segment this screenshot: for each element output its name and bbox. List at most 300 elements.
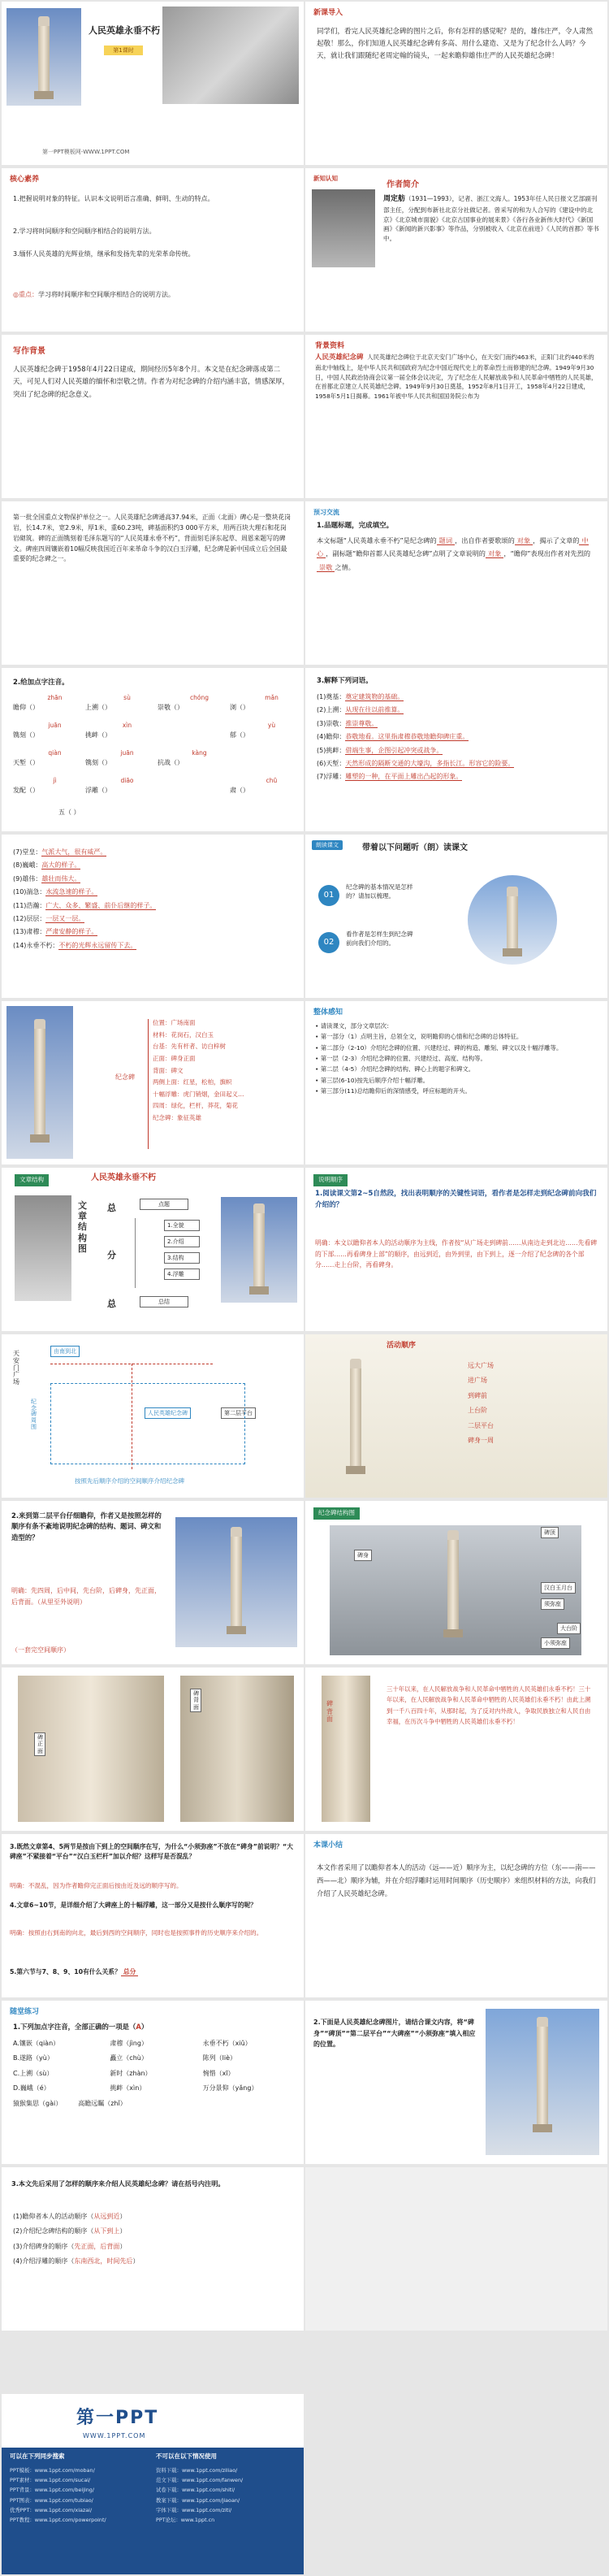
question-2: 2.给加点字注音。 [13,679,69,687]
option-row [13,2051,296,2066]
diagram-vertical-2: 纪念碑周围 [31,1399,37,1430]
label-box: 大台阶 [557,1623,581,1634]
answer-row [13,2240,296,2254]
outline-item: 十幅浮雕：虎门销烟，金田起义… [153,1090,244,1098]
slide-reading [305,835,607,998]
pinyin-row [13,749,297,777]
overall-part: • 第二层（4-5）介绍纪念碑的结构、碑心上的题字和碑文。 [315,1065,475,1073]
link-item: PPT教程：www.1ppt.com/powerpoint/ [10,2516,106,2523]
diagram-title: 纪念碑结构图 [313,1507,360,1520]
answer-text: (4)介绍浮雕的顺序（ [13,2257,75,2266]
link-item: PPT图表：www.1ppt.com/tubiao/ [10,2496,93,2504]
pinyin-close: ） [243,786,249,794]
section-heading: 背景资料 [315,342,345,350]
pinyin-cell [158,777,225,804]
word-definition: 雕塑的一种，在平面上雕出凸起的形象。 [345,773,463,781]
word-item [13,859,297,872]
q5-text: 5.第六节与7、8、9、10有什么关系？ [10,1968,121,1975]
text-seg: ，出自作者要歌颂的 [455,536,515,544]
option-cell: 高瞻远瞩（zhǐ） [78,2099,127,2107]
word-term: (12)层层： [13,914,46,922]
structure-title: 人民英雄永垂不朽 [91,1173,156,1182]
answer-text: (1)瞻仰者本人的活动顺序（ [13,2213,94,2220]
platform-question: 2.来到第二层平台仔细瞻仰，作者又是按照怎样的顺序有条不紊地说明纪念碑的结构、题词、碑文和造型的？ [11,1511,162,1542]
order-question: 1.阅读课文第2~5自然段，找出表明顺序的关键性词语，看作者是怎样走到纪念碑前向我们介绍的？ [315,1190,597,1209]
pinyin-close: ） [105,731,111,739]
slide-structure [2,1168,304,1331]
slide-intro [305,2,607,165]
slide-preview-1 [305,501,607,665]
activity-label: 到碑前 [468,1391,487,1399]
pinyin-row [13,777,297,804]
pinyin-cell [230,694,297,722]
slide-overall [305,1001,607,1164]
q5-row [10,1967,138,1976]
monument-icon [346,1359,365,1474]
text-seg: 本文标题“人民英雄永垂不朽”是纪念碑的 [317,536,437,544]
reading-q1: 纪念碑的基本情况是怎样的？请加以梳理。 [346,883,413,900]
pinyin-cell [230,777,297,804]
outline-item: 两侧上面：红星，松柏，旗帜 [153,1078,232,1086]
link-list-right [156,2465,243,2525]
word-item [13,873,297,886]
option-row [13,2066,296,2081]
footer-text: 第一PPT模板网-WWW.1PPT.COM [42,149,130,155]
pinyin-cell [13,722,80,749]
pinyin-word: 镌刻（ [85,758,105,766]
slide-order [305,1168,607,1331]
pinyin-answer: kàng [192,749,207,757]
slide-inscription [305,1667,607,1831]
pinyin-answer: mǎn [265,694,279,701]
overall-line: • 请读课文，部分文章层次： [315,1022,393,1030]
monument-circle [468,875,557,965]
fen: 分 [107,1250,116,1260]
section-tag: 本课小结 [313,1841,343,1850]
diagram-frame [50,1383,245,1464]
pinyin-word: 肃（ [230,786,243,794]
text-seg: 之情。 [335,562,355,571]
pinyin-answer: juān [48,722,62,729]
label-box: 小须弥座 [541,1637,570,1649]
question-number-2: 02 [318,932,339,953]
word-item [13,846,297,859]
reading-q2: 看作者是怎样生到纪念碑前向我们介绍的。 [346,930,413,947]
pinyin-close: ） [243,703,249,711]
word-definition: 推崇尊敬。 [345,719,378,727]
pinyin-answer: xìn [122,722,132,729]
word-definition: 雄壮而伟大。 [41,874,81,883]
inscription-text: 三十年以来，在人民解放战争和人民革命中牺牲的人民英雄们永垂不朽！三十年以来，在人民解放战争和人民革命中牺牲的人民英雄们永垂不朽！由此上溯到一千八百四十年，从那时起，为了反对内外敌人，争取民族独立和人民自由幸福，在历次斗争中牺牲的人民英雄们永垂不朽！ [387,1685,591,1725]
activity-label: 上台阶 [468,1407,487,1415]
text-seg: ，副标题“瞻仰首都人民英雄纪念碑”点明了文章说明的 [326,549,486,558]
pinyin-word: 瞻仰（ [13,703,32,711]
pinyin-word: 发配（ [13,786,32,794]
structure-box: 4.浮雕 [164,1268,200,1280]
pinyin-close: ） [177,703,184,711]
link-item: PPT背景：www.1ppt.com/beijing/ [10,2487,94,2494]
blank-answer: 中心 [317,536,589,558]
option-cell: 矗立（chù） [110,2054,148,2062]
label-box: 须弥座 [541,1598,564,1610]
pinyin-answer: zhān [47,694,63,701]
q4-text: 4.文章6~10节，是详细介绍了大碑座上的十幅浮雕，这一部分又是按什么顺序写的呢？ [10,1902,257,1909]
intro-text: 同学们，看完人民英雄纪念碑的图片之后，你有怎样的感觉呢？是的，雄伟庄严，令人肃然起敬！那么，你们知道人民英雄纪念碑有多高、用什么建造、又是为了纪念什么人吗？今天，就让我们跟随纪老周定翰的镜头，一起来瞻仰雄伟庄严的人民英雄纪念碑！ [317,28,594,60]
word-term: (2)上溯： [317,706,346,714]
pinyin-word: 浏（ [230,703,243,711]
pinyin-cell [230,722,297,749]
overall-part: • 第一层（2-3）介绍纪念碑的位置、兴建经过、高度、结构等。 [315,1054,486,1062]
answer-end: ） [119,2242,127,2250]
slide-structure-diagram [305,1501,607,1664]
goal-1: 1.把握说明对象的特征。认识本文说明语言准确、鲜明、生动的特点。 [13,195,214,202]
word-term: (7)浮雕： [317,773,346,781]
structure-brace [135,1218,136,1288]
label-box: 碑顶 [541,1527,559,1538]
text-seg: ，揭示了文章的 [533,536,580,544]
q5-answer: 总分 [121,1968,139,1976]
relief-photo [162,7,299,104]
monument-icon [227,1527,246,1634]
link-item: 资料下载：www.1ppt.com/ziliao/ [156,2467,238,2474]
word-term: (3)崇敬： [317,719,346,727]
pinyin-close: ） [105,703,111,711]
pinyin-answer: jì [53,777,57,784]
slide-words-1 [305,668,607,831]
label-back: 碑背面 [190,1689,201,1712]
blank-answer: 对象 [486,549,503,558]
word-item [317,691,601,704]
answer-row [13,2210,296,2224]
section-heading: 写作背景 [13,347,45,356]
structure-badge: 文章结构 [15,1174,49,1186]
pinyin-cell [158,749,225,777]
q1-end: ） [140,2023,149,2031]
option-cell: 永垂不朽（xiǔ） [202,2040,252,2047]
q1-text: 1.下列加点字注音，全部正确的一项是（ [13,2023,136,2031]
outline-item: 四周：绿化，栏杆，莽花，菊花 [153,1102,238,1110]
blank-answer: 题词 [437,536,455,545]
outline-item: 位置：广场南面 [153,1019,196,1026]
slide-outline [2,1001,304,1164]
outline-item: 纪念碑：象征英雄 [153,1114,201,1121]
author-intro [383,194,599,244]
pinyin-row [13,722,297,749]
word-term: (4)瞻仰： [317,733,346,741]
activity-label: 远大广场 [468,1362,494,1369]
monument-icon [30,1019,50,1143]
pinyin-row [13,694,297,722]
word-item [13,886,297,899]
diagram-vertical: 天安门广场 [13,1350,19,1386]
pinyin-close: ） [105,758,111,766]
answer-text: (2)介绍纪念碑结构的顺序（ [13,2227,94,2236]
pinyin-word: 镌刻（ [13,731,32,739]
link-item: PPT模板：www.1ppt.com/moban/ [10,2467,95,2474]
pinyin-word: 挑衅（ [85,731,105,739]
link-item: 优秀PPT：www.1ppt.com/xiazai/ [10,2506,93,2513]
answer-end: ） [132,2257,140,2266]
activity-label: 二层平台 [468,1421,494,1429]
lesson-title: 人民英雄永垂不朽 [89,25,160,36]
text-seg: ，“瞻仰”表现出作者对先烈的 [503,549,591,558]
activity-label: 碑身一周 [468,1436,494,1444]
structure-side: 文章结构图 [78,1200,87,1254]
word-definition: 严肃安静的样子。 [45,928,98,936]
structure-box: 2.介绍 [164,1236,200,1247]
slide-brand [2,2394,304,2574]
option-cell: 肃穆（jìng） [110,2040,148,2047]
slide-goals [2,168,304,332]
section-tag: 整体感知 [313,1008,343,1017]
answer-end: ） [119,2213,127,2220]
word-item [13,939,297,952]
brand-heading-2: 不可以在以下情况使用 [156,2452,217,2460]
slide-activity-order [305,1334,607,1498]
pinyin-close: ） [32,731,39,739]
word-item [317,744,601,757]
slide-summary [305,1834,607,1997]
outline-list [153,1017,244,1125]
slide-material [305,335,607,498]
overall-part: • 第二部分（2-10）介绍纪念碑的位置、兴建经过、碑的构造、雕刻、碑文以及十幅浮雕等。 [315,1043,563,1052]
brand-heading-1: 可以在下列同步搜索 [10,2452,65,2460]
activity-labels [468,1359,494,1448]
word-definition: 天然形成的隔断交通的大壕沟，多指长江。形容它的险要。 [345,759,515,767]
pinyin-last: 五（ ） [58,809,80,816]
outline-brace [148,1019,149,1149]
exercise-answers [13,2210,296,2270]
section-tag: 核心素养 [10,176,40,184]
pinyin-cell [230,749,297,777]
option-cell: 新时（zhàn） [110,2069,152,2077]
answer-value: 东南西北，时间先后 [74,2257,133,2266]
word-item [317,731,601,744]
pinyin-cell [13,749,80,777]
option-row [13,2081,296,2096]
monument-icon [533,2017,552,2132]
monument-icon [34,16,54,99]
word-item [317,757,601,770]
overall-part: • 第三部分(11)总结瞻仰后的深情感受，呼应标题的开头。 [315,1086,471,1095]
pinyin-word: 抗战（ [158,758,177,766]
link-item: 试卷下载：www.1ppt.com/shiti/ [156,2487,235,2494]
slide-words-2 [2,835,304,998]
word-item [317,718,601,731]
monument-photo [6,1006,73,1159]
outline-item: 正面：碑身正面 [153,1054,196,1062]
answer-value: 先正面，后背面 [74,2242,120,2250]
overall-part: • 第一部分（1）点明主旨，总领全文，说明瞻仰的心情和纪念碑的总体特征。 [315,1033,523,1041]
diagram-box: 由南到北 [50,1346,80,1357]
diagram-caption: 按照先后顺序介绍的空间顺序介绍纪念碑 [75,1477,184,1485]
label-back: 碑背面 [326,1700,333,1724]
word-definition: 奠定建筑物的基础。 [345,693,404,700]
structure-box: 总结 [140,1296,188,1308]
pinyin-cell [158,694,225,722]
pinyin-answer: yù [267,722,276,729]
word-term: (13)肃穆： [13,928,46,936]
answer-row [13,2254,296,2269]
blank-answer: 对象 [515,536,533,545]
pinyin-answer [230,749,297,758]
option-cell: 猿猴集思（gài） [13,2099,63,2107]
word-item [317,704,601,717]
option-extra [13,2097,296,2111]
material-text: 人民英雄纪念碑位于北京天安门广场中心，在天安门南约463米，正阳门北约440米的南北中轴线上，是中华人民共和国政府为纪念中国近现代史上的革命烈士而修建的纪念碑。1949年9月30日，中国人民政治协商会议第一届全体会议决定，为了纪念在人民解放战争和人民革命中牺牲的人民英雄，在首都北京建立人民英雄纪念碑。1949年9月30日奠基，1952年8月1日开工，1958年4月22日建成，1958年5月1日揭幕。1961年被中华人民共和国国务院公布为 [315,353,598,400]
word-term: (5)挑衅： [317,746,346,754]
brand-url: WWW.1PPT.COM [83,2432,146,2439]
q4-answer: 明确：按照由右到南的向北，最后到西的空间顺序，同时也是按照事件的历史顺序来介绍的。 [10,1929,263,1936]
slide-questions [2,1834,304,1997]
inscription-photo [322,1676,370,1822]
author-text: （1931—1993），记者、浙江文海人。1953年任人民日报文艺部副刊部主任，分配到布新社北京分社做记者。曾采写的和为人合写的《建设中的北京》《北京城市面貌》《北京古国事业的展来景》《各行各业新伟大时代》《新国画》《新闻的新兴影事》等作品，分别被收入《北京在前进》《人民的首都》等书中。 [383,195,599,243]
pinyin-cell [158,722,225,749]
slide-empty [305,2167,607,2331]
zong-2: 总 [107,1299,116,1309]
material-heading: 人民英雄纪念碑 [315,353,364,362]
structure-box: 1.全貌 [164,1220,200,1231]
word-term: (9)雄伟： [13,874,42,883]
exercise-q2: 2.下面是人民英雄纪念碑图片，请结合课文内容，将“碑身”“碑顶”“第二层平台”“大碑座”“小须弥座”填入相应的位置。 [313,2019,476,2049]
goal-3: 3.缅怀人民英雄的光辉业绩，继承和发扬先辈的光荣革命传统。 [13,250,195,258]
platform-note: （一套完空间顺序） [11,1646,70,1654]
pinyin-answer: diāo [120,777,134,784]
pinyin-cell [13,777,80,804]
monument-photo [175,1517,297,1647]
pinyin-word: 郁（ [230,731,243,739]
key-text: 学习将时间顺序和空间顺序相结合的说明方法。 [37,291,175,298]
link-item: 范文下载：www.1ppt.com/fanwen/ [156,2477,244,2484]
author-name: 周定舫 [383,195,406,203]
link-item: PPT素材：www.1ppt.com/sucai/ [10,2477,91,2484]
answer-end: ） [119,2227,127,2236]
question-1: 1.品题标题，完成填空。 [317,522,394,530]
outline-item: 背面：碑文 [153,1066,184,1074]
outline-item: 台基：先有杆者、访白梓树 [153,1043,226,1051]
overall-part: • 第三层(6-10)按先后顺序介绍十幅浮雕。 [315,1076,430,1084]
word-list [317,691,601,784]
monument-photo [6,8,81,106]
slide-title [2,2,304,165]
slide-platform [2,1501,304,1664]
lesson-subtitle: 第1课时 [104,46,143,55]
question-3: 3.解释下列词语。 [317,677,373,685]
section-tag: 随堂练习 [10,2008,40,2016]
word-definition: 气派大气，很有威严。 [41,848,107,856]
slide-preview-2 [2,668,304,831]
pinyin-table [13,694,297,804]
material-text-2: 第一批全国重点文物保护单位之一。人民英雄纪念碑通高37.94米，正面（北面）碑心是一整块花岗岩，长14.7米，宽2.9米，厚1米，重60.23吨，碑基面积约3 000平方米，用两百块大理石和花岗岩砌筑。碑的正面镌刻着毛泽东题写的“人民英雄永垂不朽”，背面刻毛泽东起草、周恩来题写的碑文。碑座四周镶嵌着10幅反映我国近百年来革命斗争的汉白玉浮雕，纪念碑是新中国成立后全国最重要的纪念碑之一。 [13,514,291,563]
slide-material-2 [2,501,304,665]
word-item [13,926,297,939]
monument-photo [221,1197,297,1303]
pinyin-word: 浮雕（ [85,786,105,794]
key-label: ◎重点： [13,291,38,298]
word-definition: 水流急速的样子。 [45,888,98,896]
pinyin-answer [158,722,225,731]
pinyin-word: 天堑（ [13,758,32,766]
word-term: (8)巍峨： [13,861,42,870]
section-tag: 朗读课文 [312,840,343,850]
background-text: 人民英雄纪念碑于1958年4月22日建成，期间经历5年8个月。本文是在纪念碑落成第二天，可见人们对人民英雄的缅怀和崇敬之情。作者为对纪念碑的介绍内涵丰富，情感深厚，突出了纪念碑的纪念意义。 [13,366,290,399]
slide-exercise-1 [2,2001,304,2164]
option-cell: A.镶嵌（qiàn） [13,2040,60,2047]
pinyin-close: ） [32,703,39,711]
link-item: 教案下载：www.1ppt.com/jiaoan/ [156,2496,240,2504]
option-cell: C.上溯（sù） [13,2069,54,2077]
monument-icon [249,1203,269,1295]
pinyin-word: 崇敬（ [158,703,177,711]
zong-1: 总 [107,1203,116,1213]
option-cell: 万分景仰（yǎng） [202,2084,258,2092]
pinyin-answer: sù [123,694,131,701]
pinyin-close: ） [177,758,184,766]
key-point [13,290,296,300]
order-answer: 明确：本文以瞻仰者本人的活动顺序为主线，作者按“从广场走到碑前……从南边走到北边……先看碑的下部……再看碑身上部”的顺序，由远到近，由外到里，由下到上，逐一介绍了纪念碑的各个部分……走上台阶，再看碑身。 [315,1239,598,1269]
exercise-q1 [13,2022,148,2032]
pinyin-cell [85,749,153,777]
word-definition: 恭敬地看。这里指肃穆恭敬地瞻仰碑庄重。 [345,733,469,741]
link-list-left [10,2465,106,2525]
monument-icon [443,1530,463,1637]
option-cell: 挑衅（xìn） [110,2084,146,2092]
label-front: 碑正面 [34,1733,45,1756]
author-photo [312,189,375,267]
word-definition: 从现在往以前推算。 [345,706,404,714]
word-item [13,900,297,913]
fill-blank-text [317,534,598,574]
answer-row [13,2224,296,2239]
goal-2: 2.学习将时间顺序和空间顺序相结合的说明方法。 [13,228,156,235]
q3-text: 3.既然文章第4、5两节是按由下到上的空间顺序在写，为什么“小须弥座”不放在“碑身”前说明？“大碑座”不紧接着“平台”“汉白玉栏杆”加以介绍？这样写是否混乱？ [10,1843,293,1860]
pinyin-close: ） [32,786,39,794]
platform-answer: 明确：先四周，后中间，先台阶，后碑身，先正面，后背面。（从里至外说明） [11,1587,161,1606]
structure-box: 3.结构 [164,1252,200,1264]
pinyin-answer: chóng [190,694,209,701]
pinyin-answer: juān [120,749,134,757]
option-cell: B.遂路（yù） [13,2054,54,2062]
word-list [13,846,297,952]
pinyin-cell [85,722,153,749]
pinyin-answer: chū [266,777,278,784]
pinyin-word: 上溯（ [85,703,105,711]
option-cell: 陈列（liè） [202,2054,237,2062]
pinyin-cell [85,777,153,804]
label-box: 汉白玉月台 [541,1582,576,1594]
word-definition: 不朽的光辉永远留传下去。 [58,941,137,949]
pinyin-close: ） [32,758,39,766]
word-definition: 一层又一层。 [45,914,85,922]
answer-value: 从下到上 [93,2227,120,2236]
option-cell: D.巍峨（é） [13,2084,50,2092]
monument-photo [15,1195,71,1301]
label-box: 碑身 [354,1550,372,1561]
word-item [317,770,601,783]
q3-answer: 明确：不混乱，因为作者瞻仰完正面后按由近及远的顺序写的。 [10,1882,183,1889]
answer-text: (3)介绍碑身的顺序（ [13,2242,75,2250]
word-term: (6)天堑： [317,759,346,767]
activity-title: 活动顺序 [387,1342,417,1350]
q1-answer: A [136,2023,141,2031]
exercise-options [13,2036,296,2111]
brand-logo: 第一PPT [76,2408,159,2428]
pinyin-cell [13,694,80,722]
outline-label: 纪念碑 [115,1073,135,1081]
word-definition: 广大、众多、繁盛、前仆后继的样子。 [45,901,157,909]
slide-author [305,168,607,332]
option-row [13,2036,296,2051]
